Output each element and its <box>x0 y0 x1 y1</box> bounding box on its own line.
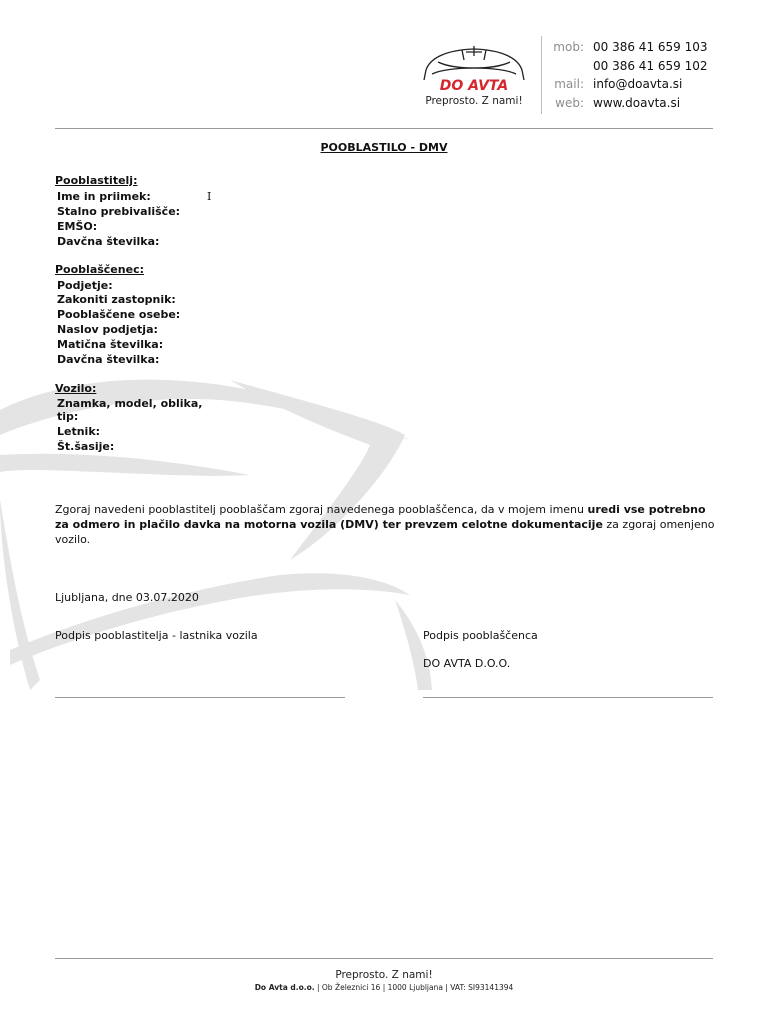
contact-mobile-1: 00 386 41 659 103 <box>593 40 708 54</box>
vehicle-vin-label: Št.šasije: <box>57 440 115 453</box>
grantor-residence-label: Stalno prebivališče: <box>57 205 181 218</box>
vehicle-year-label: Letnik: <box>57 425 101 438</box>
grantor-signature-label: Podpis pooblastitelja - lastnika vozila <box>55 629 258 642</box>
place-and-date: Ljubljana, dne 03.07.2020 <box>55 591 199 604</box>
contact-email[interactable]: info@doavta.si <box>593 77 683 91</box>
statement-text-2: za zgoraj omenjeno vozilo. <box>55 518 715 546</box>
contact-website[interactable]: www.doavta.si <box>593 96 681 110</box>
car-logo-icon <box>418 40 530 92</box>
grantee-company-label: Podjetje: <box>57 279 113 292</box>
grantee-tax-label: Davčna številka: <box>57 353 160 366</box>
contact-label-mob: mob: <box>553 40 584 54</box>
statement-text-bold: uredi vse potrebno za odmero in plačilo davka na motorna vozila (DMV) ter prevzem celotne dokumentacije <box>55 503 706 531</box>
grantor-name-label: Ime in priimek: <box>57 190 151 203</box>
authorization-statement <box>55 502 715 547</box>
grantor-tax-label: Davčna številka: <box>57 235 160 248</box>
statement-text-1: Zgoraj navedeni pooblastitelj pooblaščam zgoraj navedenega pooblaščenca, da v mojem imenu <box>55 503 588 516</box>
grantor-emso-label: EMŠO: <box>57 220 98 233</box>
grantee-representative-label: Zakoniti zastopnik: <box>57 293 176 306</box>
grantee-authorized-label: Pooblaščene osebe: <box>57 308 181 321</box>
footer-address: | Ob Železnici 16 | 1000 Ljubljana | VAT: SI93141394 <box>314 983 514 992</box>
footer-company-info <box>0 983 768 992</box>
footer-slogan: Preprosto. Z nami! <box>335 969 433 981</box>
grantee-signature-line <box>423 697 713 698</box>
grantee-address-label: Naslov podjetja: <box>57 323 158 336</box>
vehicle-make-label: Znamka, model, oblika, <box>57 397 203 410</box>
grantee-section-title: Pooblaščenec: <box>55 263 144 276</box>
grantee-company-name: DO AVTA D.O.O. <box>423 657 511 670</box>
grantor-signature-line <box>55 697 345 698</box>
grantee-registration-label: Matična številka: <box>57 338 164 351</box>
document-title: POOBLASTILO - DMV <box>320 141 448 154</box>
vehicle-type-label: tip: <box>57 410 79 423</box>
footer-company-name: Do Avta d.o.o. <box>254 983 315 992</box>
logo-text: DO AVTA <box>439 78 509 92</box>
contact-mobile-2: 00 386 41 659 102 <box>593 59 708 73</box>
grantor-section-title: Pooblastitelj: <box>55 174 138 187</box>
company-logo <box>418 40 530 112</box>
text-cursor-mark: I <box>207 190 212 203</box>
grantee-signature-label: Podpis pooblaščenca <box>423 629 538 642</box>
header-rule <box>55 128 713 129</box>
logo-slogan: Preprosto. Z nami! <box>425 95 523 107</box>
vehicle-section-title: Vozilo: <box>55 382 97 395</box>
footer-rule <box>55 958 713 959</box>
contact-label-web: web: <box>555 96 584 110</box>
contact-label-mail: mail: <box>554 77 584 91</box>
